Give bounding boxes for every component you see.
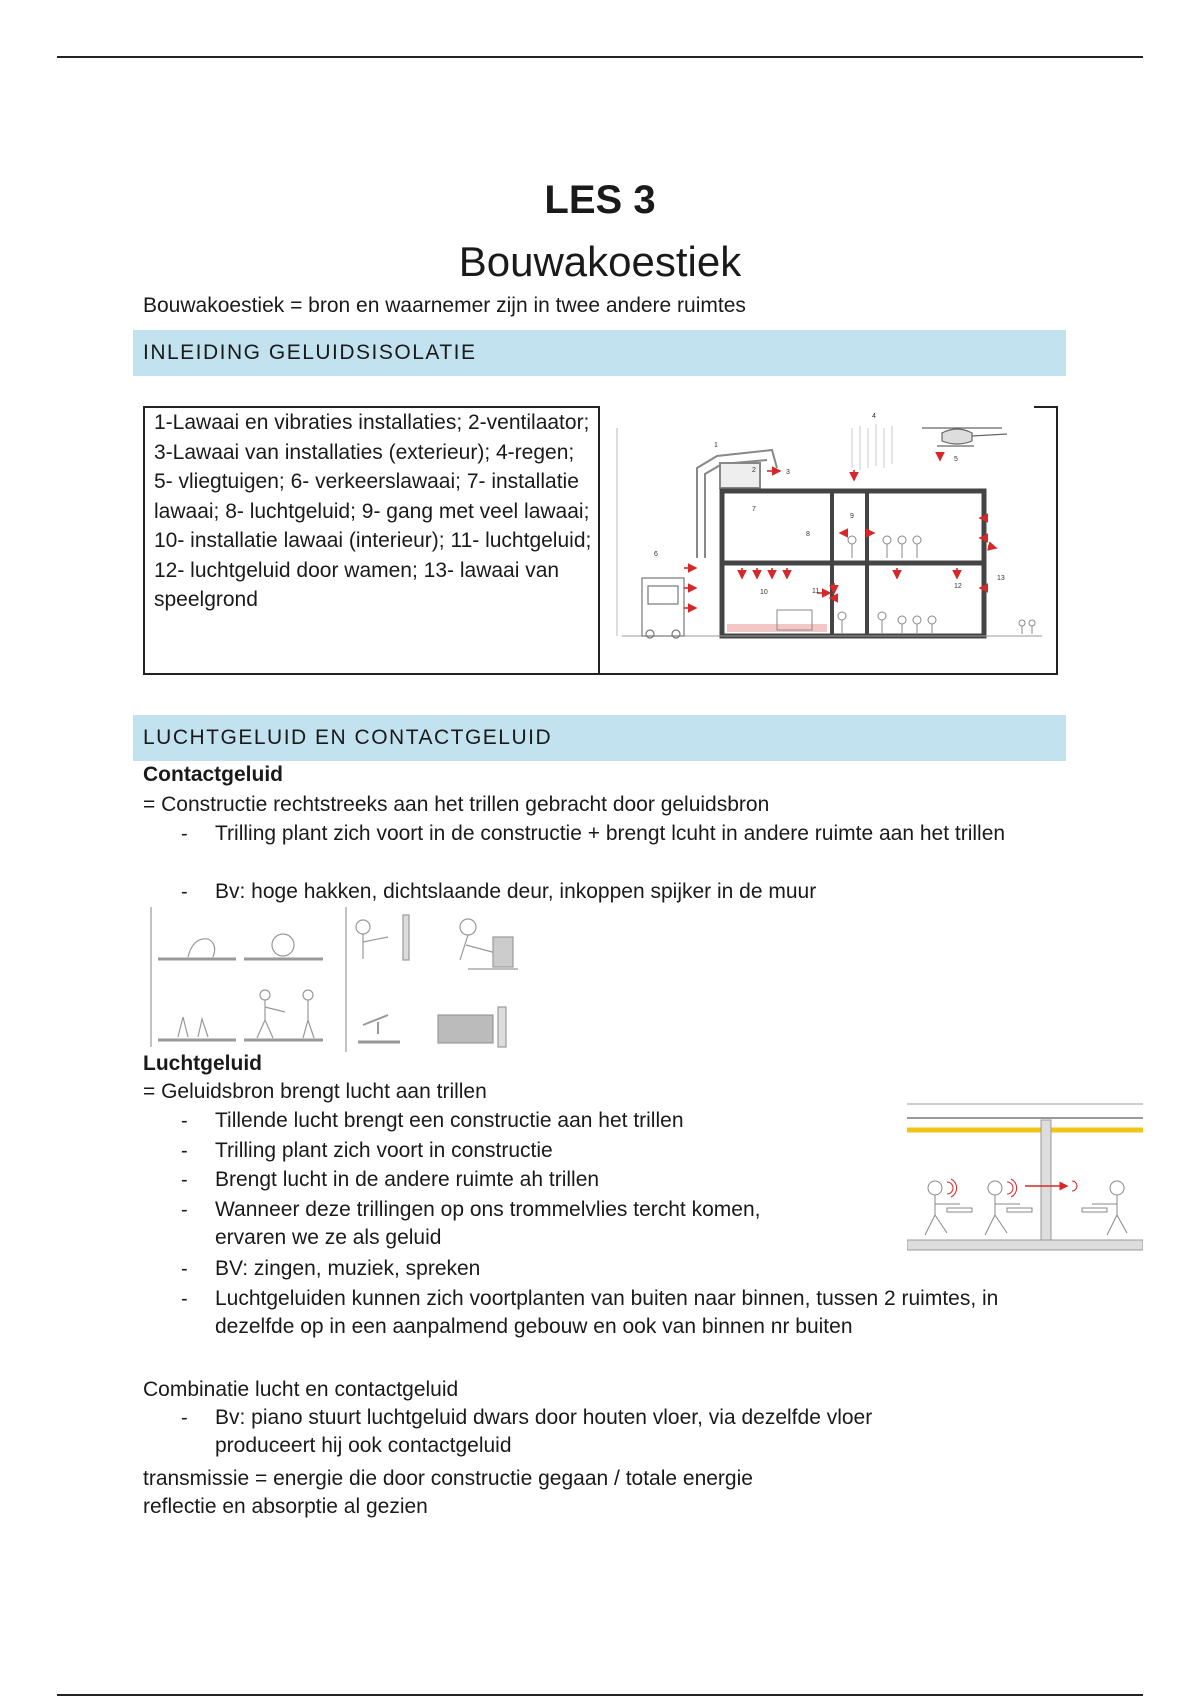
diagram-label-4: 4: [872, 413, 876, 420]
contact-bullet-2: Bv: hoge hakken, dichtslaande deur, inkoppen spijker in de muur: [215, 880, 817, 903]
diagram-label-10: 10: [760, 589, 768, 596]
top-rule: [57, 56, 1143, 58]
airborne-noise-illustration: [907, 1096, 1143, 1256]
truck-icon: [642, 578, 684, 638]
air-bullet-3: Brengt lucht in de andere ruimte ah trillen: [215, 1168, 600, 1191]
diagram-frame-bottom: [598, 673, 1058, 675]
air-bullet-1: Tillende lucht brengt een constructie aan het trillen: [215, 1109, 684, 1132]
definition-text: Bouwakoestiek = bron en waarnemer zijn in twee andere ruimtes: [143, 294, 746, 317]
diagram-label-6: 6: [654, 551, 658, 558]
bullet-dash: -: [181, 1407, 188, 1429]
bottom-rule: [57, 1694, 1143, 1696]
reflectie-text: reflectie en absorptie al gezien: [143, 1495, 428, 1518]
air-bullet-6: Luchtgeluiden kunnen zich voortplanten van buiten naar binnen, tussen 2 ruimtes, in dezelfde op in een aanpalmend gebouw en ook van binnen nr buiten: [215, 1287, 999, 1338]
air-bullet-4: Wanneer deze trillingen op ons trommelvlies tercht komen, ervaren we ze als geluid: [215, 1198, 761, 1249]
diagram-label-2: 2: [752, 467, 756, 474]
diagram-label-1: 1: [714, 442, 718, 449]
bullet-dash: -: [181, 1110, 188, 1132]
drilling-person-icon: [363, 934, 388, 959]
desk-workers-icons: [925, 1181, 1127, 1235]
building-section: [617, 428, 1042, 636]
wall-icon: [403, 915, 409, 960]
radiator-icon: [438, 1015, 493, 1043]
air-bullet-5: BV: zingen, muziek, spreken: [215, 1257, 481, 1280]
contact-title: Contactgeluid: [143, 763, 283, 786]
page-title: LES 3: [544, 178, 656, 222]
contact-bullet-1: Trilling plant zich voort in de constructie + brengt lcuht in andere ruimte aan het trillen: [215, 822, 1006, 845]
people-figures: [777, 536, 1035, 634]
bullet-dash: -: [181, 1199, 188, 1221]
dancers-icon: [257, 1000, 285, 1038]
hammer-icon: [363, 1015, 388, 1034]
legend-text: 1-Lawaai en vibraties installaties; 2-ventilaator; 3-Lawaai van installaties (exterieur); 4-regen; 5- vliegtuigen; 6- verkeerslawaai; 7- installatie lawaai; 8- luchtgeluid; 9- gang met veel lawaai; 10- installatie lawaai (interieur); 11- luchtgeluid; 12- luchtgeluid door wamen; 13- lawaai van speelgrond: [154, 411, 592, 611]
diagram-label-3: 3: [786, 469, 790, 476]
section-heading-luchtgeluid: LUCHTGELUID EN CONTACTGELUID: [133, 715, 1066, 761]
bullet-dash: -: [181, 1258, 188, 1280]
rain-lines: [852, 424, 892, 470]
ventilation-duct: [697, 450, 777, 558]
building-noise-diagram: [602, 408, 1054, 672]
bullet-dash: -: [181, 1169, 188, 1191]
helicopter-icon: [922, 428, 1007, 446]
diagram-label-7: 7: [752, 506, 756, 513]
diagram-label-9: 9: [850, 513, 854, 520]
page-subtitle: Bouwakoestiek: [458, 238, 742, 285]
diagram-frame-right: [1056, 406, 1058, 675]
contact-noise-illustrations: [148, 907, 533, 1052]
diagram-label-13: 13: [997, 575, 1005, 582]
air-title: Luchtgeluid: [143, 1052, 262, 1075]
diagram-label-11: 11: [812, 588, 820, 595]
child-jumping-icon: [188, 939, 215, 957]
diagram-label-8: 8: [806, 531, 810, 538]
combo-bullet-1: Bv: piano stuurt luchtgeluid dwars door houten vloer, via dezelfde vloer produceert hij ook contactgeluid: [215, 1406, 873, 1457]
bullet-dash: -: [181, 823, 188, 845]
diagram-frame: [598, 406, 600, 675]
air-definition: = Geluidsbron brengt lucht aan trillen: [143, 1080, 487, 1103]
ball-icon: [272, 934, 294, 956]
air-bullet-2: Trilling plant zich voort in constructie: [215, 1139, 553, 1162]
bullet-dash: -: [181, 881, 188, 903]
bullet-dash: -: [181, 1288, 188, 1310]
sound-wave-icon: [947, 1179, 957, 1197]
diagram-label-5: 5: [954, 456, 958, 463]
diagram-label-12: 12: [954, 583, 962, 590]
combo-title: Combinatie lucht en contactgeluid: [143, 1378, 459, 1401]
bullet-dash: -: [181, 1140, 188, 1162]
contact-definition: = Constructie rechtstreeks aan het trillen gebracht door geluidsbron: [143, 793, 770, 816]
transmissie-text: transmissie = energie die door constructie gegaan / totale energie: [143, 1467, 753, 1490]
section-heading-geluidsisolatie: INLEIDING GELUIDSISOLATIE: [133, 330, 1066, 376]
heels-icon: [178, 1017, 208, 1037]
